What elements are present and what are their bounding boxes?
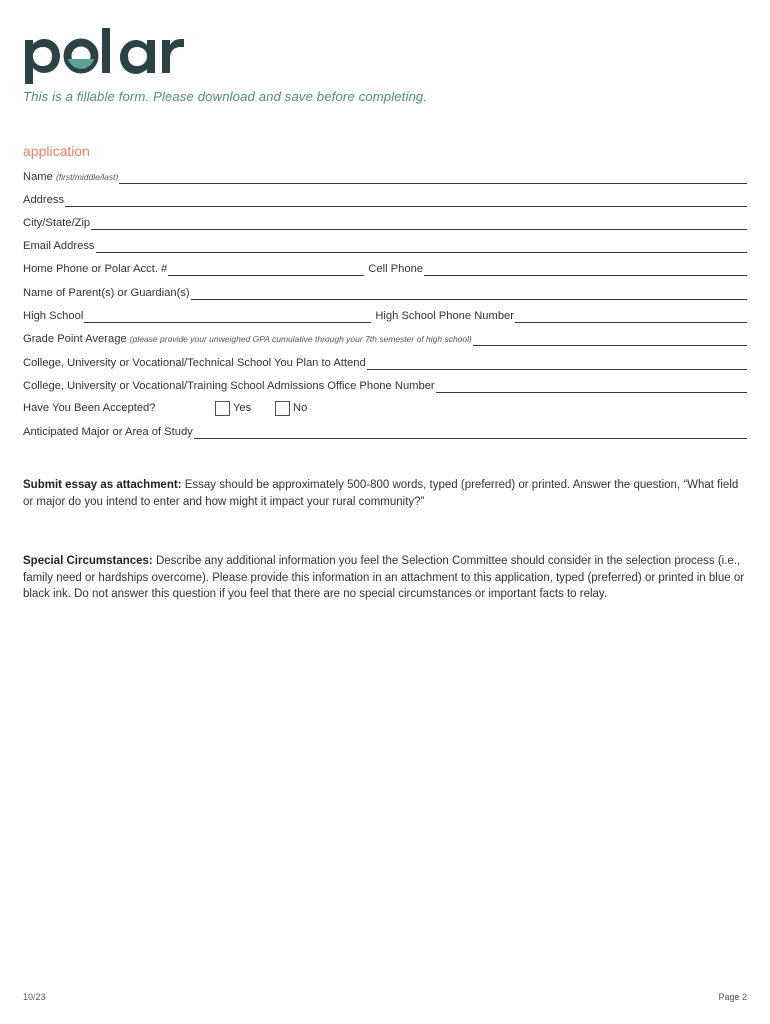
city-state-zip-field[interactable] [91,219,747,230]
major-label: Anticipated Major or Area of Study [23,426,193,438]
high-school-field[interactable] [84,312,371,323]
home-phone-label: Home Phone or Polar Acct. # [23,263,168,275]
name-hint: (first/middle/last) [55,172,119,182]
parents-field[interactable] [191,289,747,300]
name-field[interactable] [119,173,747,184]
essay-heading: Submit essay as attachment: [23,479,182,491]
hs-phone-field[interactable] [515,312,747,323]
name-row [23,168,747,184]
cell-phone-field[interactable] [424,265,747,276]
admissions-phone-label: College, University or Vocational/Training School Admissions Office Phone Number [23,380,435,392]
phone-row [23,260,747,276]
city-state-zip-label: City/State/Zip [23,217,91,229]
polar-logo [22,28,187,84]
accepted-yes-checkbox[interactable] [215,401,230,416]
high-school-row [23,307,747,323]
home-phone-field[interactable] [168,265,364,276]
accepted-yes-label: Yes [233,401,252,414]
logo-letter-l [102,28,110,73]
logo-letter-a [120,40,155,74]
accepted-no-checkbox[interactable] [275,401,290,416]
college-field[interactable] [367,359,747,370]
city-state-zip-row [23,214,747,230]
admissions-phone-field[interactable] [436,382,747,393]
address-field[interactable] [65,196,747,207]
section-title: application [23,143,90,159]
college-row [23,354,747,370]
accepted-no-label: No [293,401,308,414]
gpa-label: Grade Point Average (please provide your unweighed GPA cumulative through your 7th semester of high school) [23,333,472,345]
email-row [23,237,747,253]
accepted-label: Have You Been Accepted? [23,401,156,414]
high-school-label: High School [23,310,84,322]
college-label: College, University or Vocational/Technical School You Plan to Attend [23,357,366,369]
parents-label: Name of Parent(s) or Guardian(s) [23,287,190,299]
special-circumstances [23,553,751,603]
address-label: Address [23,194,65,206]
logo-letter-p [25,39,60,84]
cell-phone-label: Cell Phone [368,263,424,275]
email-label: Email Address [23,240,95,252]
gpa-row [23,330,747,346]
special-text: Describe any additional information you feel the Selection Committee should consider in the selection process (i.e., family need or hardships overcome). Please provide this information in an attachment to this application, typed (preferred) or printed in blue or black ink. Do not answer this question if you feel that there are no special circumstances or important facts to relay. [23,555,745,601]
logo-letter-r [162,39,184,73]
footer-page-number: Page 2 [718,992,747,1002]
essay-text: Essay should be approximately 500-800 words, typed (preferred) or printed. Answer the question, “What field or major do you intend to enter and how might it impact your rural community?” [23,479,739,508]
footer-date: 10/23 [23,992,46,1002]
email-field[interactable] [96,242,747,253]
special-heading: Special Circumstances: [23,555,153,567]
hs-phone-label: High School Phone Number [375,310,515,322]
name-label: Name (first/middle/last) [23,171,119,183]
major-field[interactable] [194,428,747,439]
address-row [23,191,747,207]
admissions-phone-row [23,377,747,393]
gpa-field[interactable] [473,335,747,346]
parents-row [23,284,747,300]
essay-instructions [23,477,751,510]
accepted-row [23,400,747,416]
gpa-hint: (please provide your unweighed GPA cumulative through your 7th semester of high school) [129,334,472,344]
major-row [23,423,747,439]
fillable-form-notice: This is a fillable form. Please download and save before completing. [23,89,428,104]
